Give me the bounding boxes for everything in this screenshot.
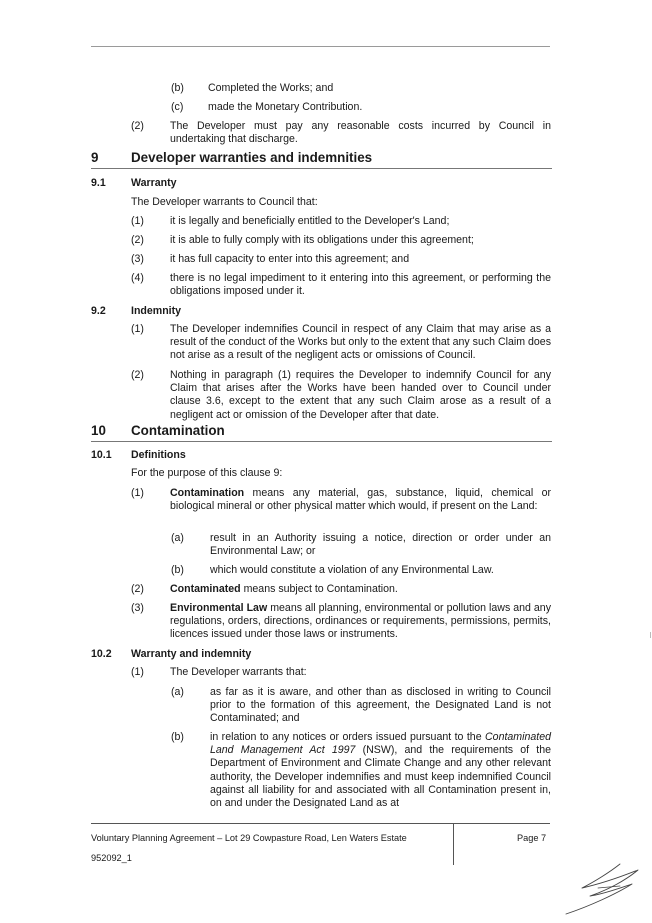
item-text: made the Monetary Contribution. [208, 101, 363, 113]
section-heading-9 [91, 151, 552, 169]
definition-contaminated [131, 583, 551, 596]
item-number: (2) [131, 120, 144, 132]
text-segment: in relation to any notices or orders issued pursuant to the [210, 731, 486, 743]
definition-text [170, 602, 551, 642]
item-text: it has full capacity to enter into this agreement; and [170, 253, 410, 265]
definition-environmental-law [131, 602, 551, 642]
section-title: Contamination [131, 423, 225, 438]
subsection-number: 9.1 [91, 177, 106, 189]
definition-text [170, 583, 551, 596]
signature-initials [560, 858, 644, 916]
item-text: as far as it is aware, and other than as disclosed in writing to Council prior to the formation of this agreement, the Designated Land is not Contaminated; and [210, 686, 551, 725]
text-segment: (NSW), and the requirements of the Department of Environment and Climate Change and any other relevant authority, the Developer indemnifies and must keep indemnified Council against all liability for and associated with all Contamination present in, on and under the Designated Land as at [210, 744, 551, 810]
item-number: (1) [131, 323, 144, 335]
item-text: Completed the Works; and [208, 82, 334, 94]
list-item [171, 686, 551, 726]
subsection-title: Warranty and indemnity [131, 648, 252, 660]
item-number: (1) [131, 487, 144, 499]
item-text: The Developer warrants that: [170, 666, 307, 678]
list-item-c-monetary [171, 101, 551, 114]
list-item [131, 666, 551, 679]
section-heading-10 [91, 424, 552, 442]
item-number: (1) [131, 666, 144, 678]
subsection-number: 10.1 [91, 449, 112, 461]
subsection-number: 9.2 [91, 305, 106, 317]
list-item [171, 532, 551, 558]
list-item [131, 369, 551, 422]
definition-body: means subject to Contamination. [240, 583, 398, 595]
footer-doc-number: 952092_1 [91, 853, 132, 863]
item-text: there is no legal impediment to it entering into this agreement, or performing the obligations imposed under it. [170, 272, 551, 298]
footer-page-number: Page 7 [517, 833, 547, 843]
item-number: (2) [131, 369, 144, 381]
item-text: it is legally and beneficially entitled to the Developer's Land; [170, 215, 450, 227]
subsection-title: Definitions [131, 449, 186, 461]
item-text: Nothing in paragraph (1) requires the Developer to indemnify Council for any Claim that arises after the Works have been handed over to Council under clause 3.6, except to the extent that any such Claim arose as a result of a negligent act or omission of the Developer after that date. [170, 369, 551, 421]
act-title: Contaminated Land Management Act 1997 [210, 731, 551, 757]
list-item [171, 564, 551, 577]
footer-rule [91, 823, 550, 824]
item-number: (a) [171, 686, 184, 698]
list-item [171, 731, 551, 810]
item-number: (3) [131, 253, 144, 265]
paragraph-intro: The Developer warrants to Council that: [131, 196, 318, 208]
list-item [131, 215, 551, 228]
section-title: Developer warranties and indemnities [131, 150, 373, 165]
defined-term: Environmental Law [170, 602, 268, 614]
item-number: (a) [171, 532, 184, 544]
item-number: (3) [131, 602, 144, 614]
definition-text [170, 487, 551, 513]
footer-title: Voluntary Planning Agreement – Lot 29 Cowpasture Road, Len Waters Estate [91, 833, 407, 843]
item-number: (4) [131, 272, 144, 284]
list-item [131, 323, 551, 363]
item-number: (c) [171, 101, 184, 113]
item-text: result in an Authority issuing a notice, direction or order under an Environmental Law; or [210, 532, 551, 558]
subsection-title: Warranty [131, 177, 177, 189]
item-number: (b) [171, 564, 184, 576]
footer-divider [453, 823, 454, 865]
list-item-2-costs [131, 120, 551, 146]
item-text: it is able to fully comply with its obligations under this agreement; [170, 234, 474, 246]
definition-body: means all planning, environmental or pollution laws and any regulations, orders, directions, ordinances or requirements, permissions, permits, licences issued under those laws or instruments. [170, 602, 551, 641]
section-number: 9 [91, 150, 99, 165]
item-number: (b) [171, 82, 184, 94]
subsection-title: Indemnity [131, 305, 182, 317]
paragraph-intro: For the purpose of this clause 9: [131, 467, 283, 479]
item-text: The Developer indemnifies Council in respect of any Claim that may arise as a result of the conduct of the Works but only to the extent that any such Claim does not arise as a result of the negligent acts or omissions of Council. [170, 323, 551, 362]
subsection-number: 10.2 [91, 648, 112, 660]
item-number: (1) [131, 215, 144, 227]
header-rule [91, 46, 550, 47]
item-number: (2) [131, 234, 144, 246]
definition-contamination [131, 487, 551, 513]
section-number: 10 [91, 423, 106, 438]
defined-term: Contaminated [170, 583, 241, 595]
item-text [210, 731, 551, 810]
item-number: (b) [171, 731, 184, 743]
defined-term: Contamination [170, 487, 245, 499]
list-item [131, 234, 551, 247]
list-item [131, 253, 551, 266]
list-item-b-works [171, 82, 551, 95]
item-text: The Developer must pay any reasonable costs incurred by Council in undertaking that discharge. [170, 120, 551, 146]
list-item [131, 272, 551, 298]
item-text: which would constitute a violation of any Environmental Law. [210, 564, 494, 576]
item-number: (2) [131, 583, 144, 595]
margin-mark [650, 632, 651, 638]
definition-body: means any material, gas, substance, liquid, chemical or biological mineral or other physical matter which would, if present on the Land: [170, 487, 551, 513]
